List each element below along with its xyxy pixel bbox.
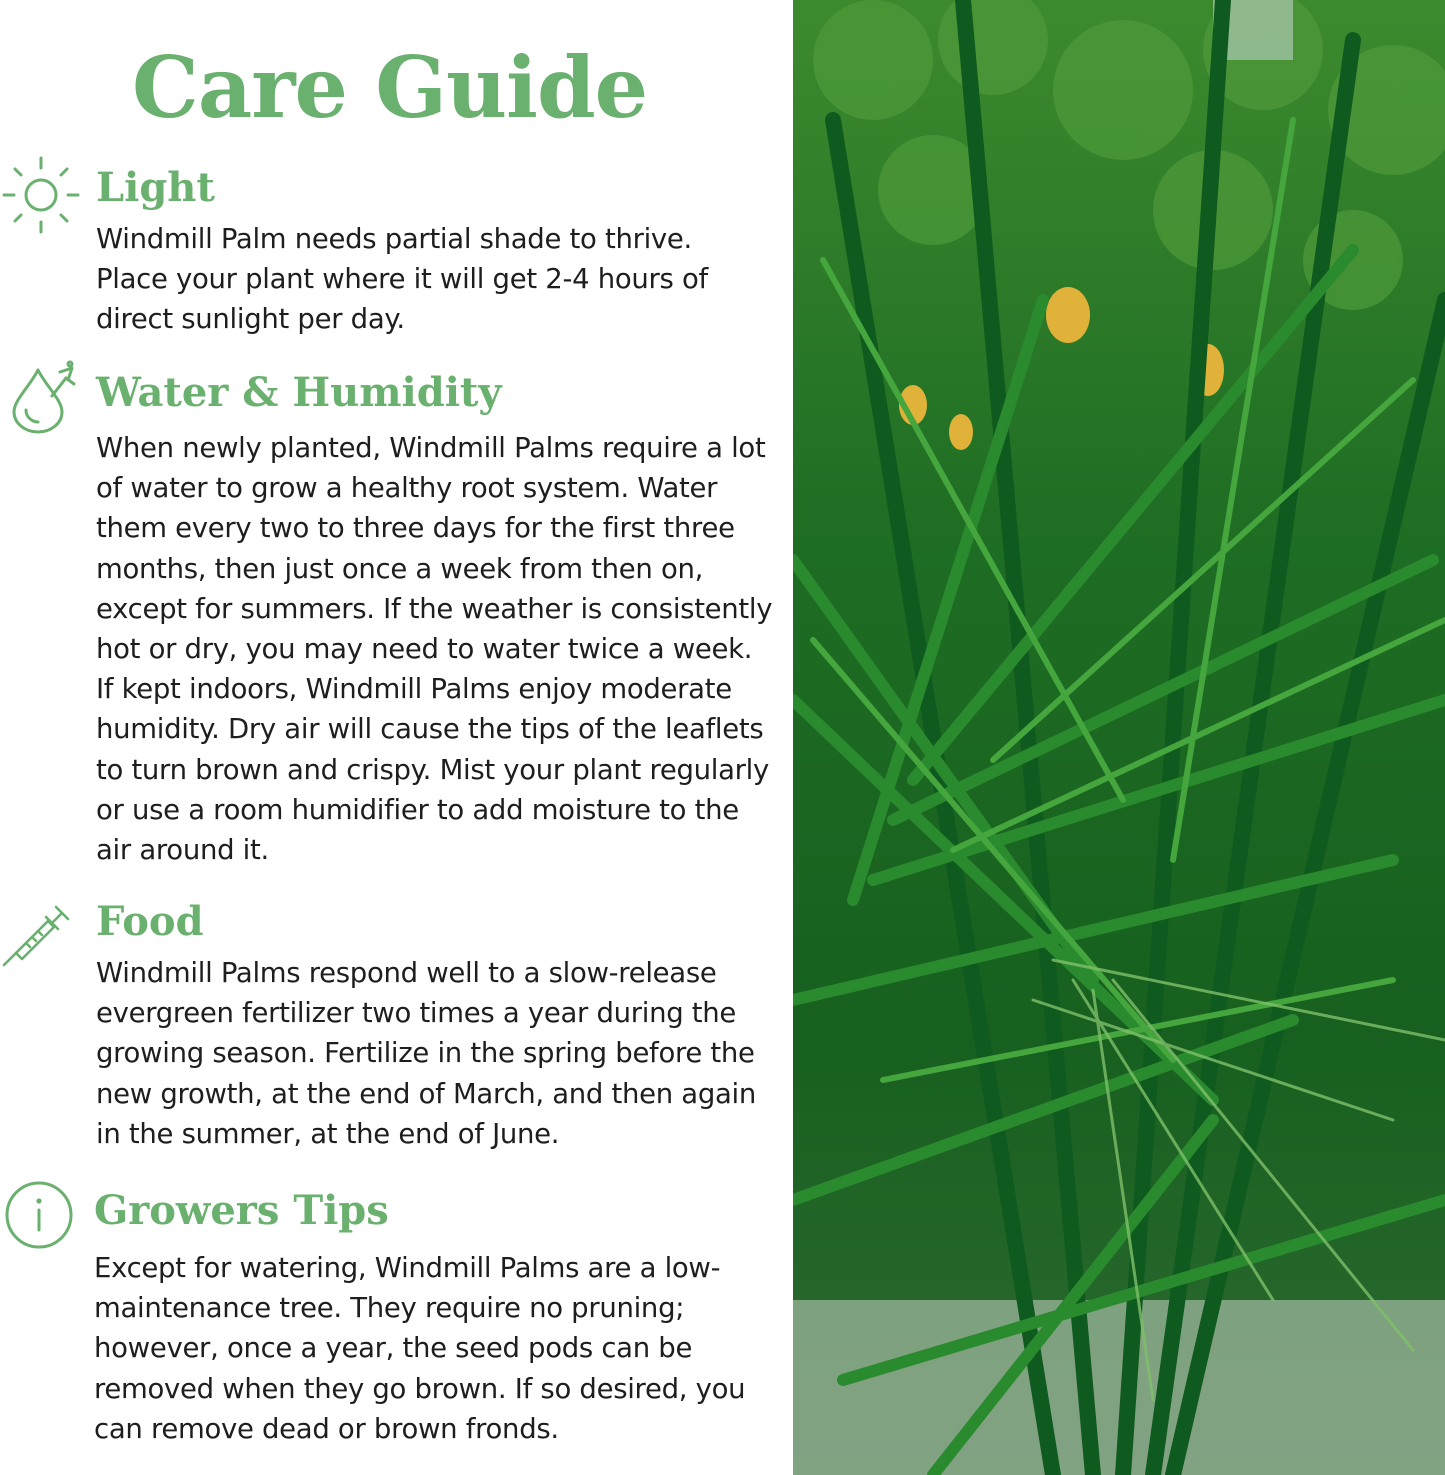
- section-heading-water-humidity: Water & Humidity: [96, 369, 502, 416]
- section-text-growers-tips: Except for watering, Windmill Palms are a low-maintenance tree. They require no pruning; however, once a year, the seed pods can be removed when they go brown. If so desired, you can remove dead or brown fronds.: [94, 1252, 746, 1445]
- section-text-water-humidity: When newly planted, Windmill Palms require a lot of water to grow a healthy root system. Water them every two to three days for the first three months, then just once a week from then on, except for summers. If the weather is consistently hot or dry, you may need to water twice a week. If kept indoors, Windmill Palms enjoy moderate humidity. Dry air will cause the tips of the leaflets to turn brown and crispy. Mist your plant regularly or use a room humidifier to add moisture to the air around it.: [96, 432, 773, 867]
- page-title: Care Guide: [132, 38, 648, 137]
- section-text-light: Windmill Palm needs partial shade to thrive. Place your plant where it will get 2-4 hours of direct sunlight per day.: [96, 223, 708, 336]
- sun-icon: [2, 155, 80, 235]
- section-light: [0, 155, 793, 345]
- section-heading-growers-tips: Growers Tips: [94, 1187, 389, 1234]
- section-food: [0, 895, 793, 1165]
- section-heading-light: Light: [96, 164, 215, 211]
- syringe-icon: [2, 897, 72, 969]
- water-drop-icon: [8, 360, 80, 434]
- section-growers-tips: [0, 1180, 793, 1460]
- info-icon: [4, 1180, 74, 1250]
- section-text-food: Windmill Palms respond well to a slow-release evergreen fertilizer two times a year during the growing season. Fertilize in the spring before the new growth, at the end of March, and then again in the summer, at the end of June.: [96, 957, 757, 1150]
- section-heading-food: Food: [96, 898, 204, 945]
- windmill-palm-photo: [793, 0, 1445, 1475]
- section-water-humidity: [0, 360, 793, 880]
